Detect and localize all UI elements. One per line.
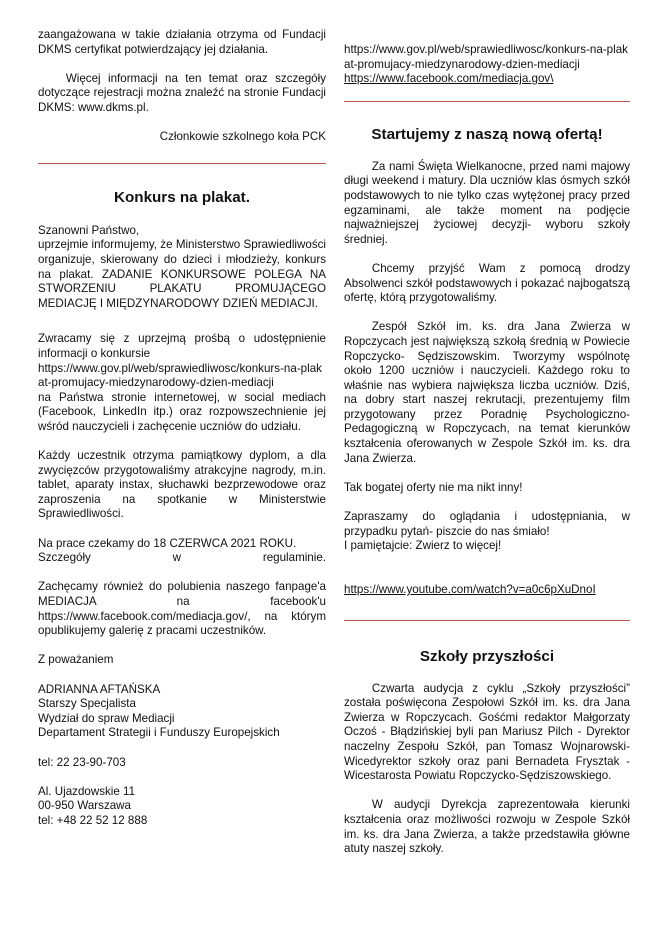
future-paragraph-2: W audycji Dyrekcja zaprezentowała kierunki kształcenia oraz możliwości rozwoju w Zespole Szkół im. ks. dra Jana Zwierza, a także przedstawiła główne atuty naszej szkoły. [344, 798, 630, 856]
offer-paragraph-2: Chcemy przyjść Wam z pomocą drodzy Absolwenci szkół podstawowych i pokazać najbogatszą ofertę, którą przygotowaliśmy. [344, 261, 630, 305]
future-paragraph-1: Czwarta audycja z cyklu „Szkoły przyszłości” została poświęcona Zespołowi Szkół im. ks. dra Jana Zwierza w Ropczycach. Gośćmi redaktor Małgorzaty Oczoś - Błądzińskiej byli pan Mariusz Pilch - Dyrektor naczelny Zespołu Szkół, pan Tomasz Wojnarowski- Wicedyrektor szkoły oraz pani Bernadeta Frysztak - Wicestarosta Powiatu Ropczycko-Sędziszowskiego. [344, 681, 630, 783]
sender-street: Al. Ujazdowskie 11 [38, 784, 136, 798]
offer-title: Startujemy z naszą nową ofertą! [371, 125, 603, 143]
regards: Z poważaniem [38, 653, 114, 667]
sender-phone-2: tel: +48 22 52 12 888 [38, 813, 148, 827]
facebook-link[interactable]: https://www.facebook.com/mediacja.gov\ [344, 72, 554, 86]
contest-request-continued: na Państwa stronie internetowej, w social mediach (Facebook, LinkedIn itp.) oraz rozpowszechnienie jej wśród nauczycieli i zachęcenie uczniów do udziału. [38, 390, 326, 433]
pck-signature: Członkowie szkolnego koła PCK [159, 130, 326, 144]
contest-deadline: Na prace czekamy do 18 CZERWCA 2021 ROKU. [38, 536, 297, 550]
future-title: Szkoły przyszłości [419, 647, 555, 665]
links-block [344, 43, 630, 87]
youtube-link[interactable]: https://www.youtube.com/watch?v=a0c6pXuDnoI [344, 583, 596, 596]
left-column [38, 0, 326, 843]
right-column [344, 0, 630, 871]
contest-prizes-paragraph: Każdy uczestnik otrzyma pamiątkowy dyplom, a dla zwycięzców przygotowaliśmy atrakcyjne nagrody, m.in. tablet, aparaty instax, słuchawki bezprzewodowe oraz zaproszenia na spotkanie w Ministerstwie Sprawiedliwości. [38, 449, 326, 521]
offer-slogan: I pamiętajcie: Zwierz to więcej! [344, 539, 502, 553]
sender-address-block [38, 785, 326, 829]
offer-invite: Zapraszamy do oglądania i udostępniania, w przypadku pytań- piszcie do nas śmiało! [344, 510, 630, 538]
contest-greeting: Szanowni Państwo, [38, 223, 140, 237]
sender-name: ADRIANNA AFTAŃSKA [38, 682, 161, 696]
sender-department: Wydział do spraw Mediacji [38, 711, 175, 725]
contest-title: Konkurs na plakat. [114, 188, 250, 206]
dkms-info-paragraph: Więcej informacji na ten temat oraz szczegóły dotyczące rejestracji można znaleźć na stronie Fundacji DKMS: www.dkms.pl. [38, 71, 326, 114]
contest-paragraph-2 [38, 332, 326, 434]
contest-rules: Szczegóły w regulaminie. [38, 551, 326, 565]
sender-department-2: Departament Strategii i Funduszy Europejskich [38, 726, 280, 740]
sender-city: 00-950 Warszawa [38, 799, 132, 813]
offer-paragraph-4: Tak bogatej oferty nie ma nikt inny! [344, 480, 523, 494]
contest-paragraph-1 [38, 224, 326, 312]
offer-paragraph-1: Za nami Święta Wielkanocne, przed nami majowy długi weekend i matury. Dla uczniów klas ósmych szkół podstawowych to nie tylko czas wytężonej pracy przed egzaminami, ale także moment na podjęcie najważniejszej życiowej decyzji- wyboru szkoły średniej. [344, 159, 630, 246]
gov-link[interactable]: https://www.gov.pl/web/sprawiedliwosc/konkurs-na-plakat-promujacy-miedzynarodowy-dzien-mediacji [344, 43, 628, 71]
offer-paragraph-3: Zespół Szkół im. ks. dra Jana Zwierza w Ropczycach jest największą szkołą średnią w Powiecie Ropczycko- Sędziszowskim. Tworzymy wspólnotę około 1200 uczniów i nauczycieli. Każdego roku to właśnie nas wybiera największa liczba uczniów. Dziś, na dobry start naszej rekrutacji, prezentujemy film przygotowany przez Poradnię Psychologiczno-Pedagogiczną w Ropczycach, na temat kierunków kształcenia oferowanych w Zespole Szkół im. ks. dra Jana Zwierza. [344, 320, 630, 465]
sender-title: Starszy Specjalista [38, 697, 136, 711]
contest-fanpage-paragraph: Zachęcamy również do polubienia naszego fanpage'a MEDIACJA na facebook'u https://www.facebook.com/mediacja.gov/, na którym opublikujemy galerię z pracami uczestników. [38, 580, 326, 638]
offer-paragraph-5 [344, 510, 630, 554]
contest-link[interactable]: https://www.gov.pl/web/sprawiedliwosc/konkurs-na-plakat-promujacy-miedzynarodowy-dzien-mediacji [38, 361, 322, 390]
contest-request: Zwracamy się z uprzejmą prośbą o udostępnienie informacji o konkursie [38, 332, 326, 360]
sender-phone: tel: 22 23-90-703 [38, 755, 126, 769]
contest-deadline-paragraph [38, 537, 326, 566]
contest-announcement: uprzejmie informujemy, że Ministerstwo Sprawiedliwości organizuje, skierowany do dzieci i młodzieży, konkurs na plakat. ZADANIE KONKURSOWE POLEGA NA STWORZENIU PLAKATU PROMUJĄCEGO MEDIACJĘ I MIĘDZYNARODOWY DZIEŃ MEDIACJI. [38, 238, 326, 310]
dkms-intro-paragraph: zaangażowana w takie działania otrzyma od Fundacji DKMS certyfikat potwierdzający jej działania. [38, 28, 326, 56]
sender-block [38, 683, 326, 741]
